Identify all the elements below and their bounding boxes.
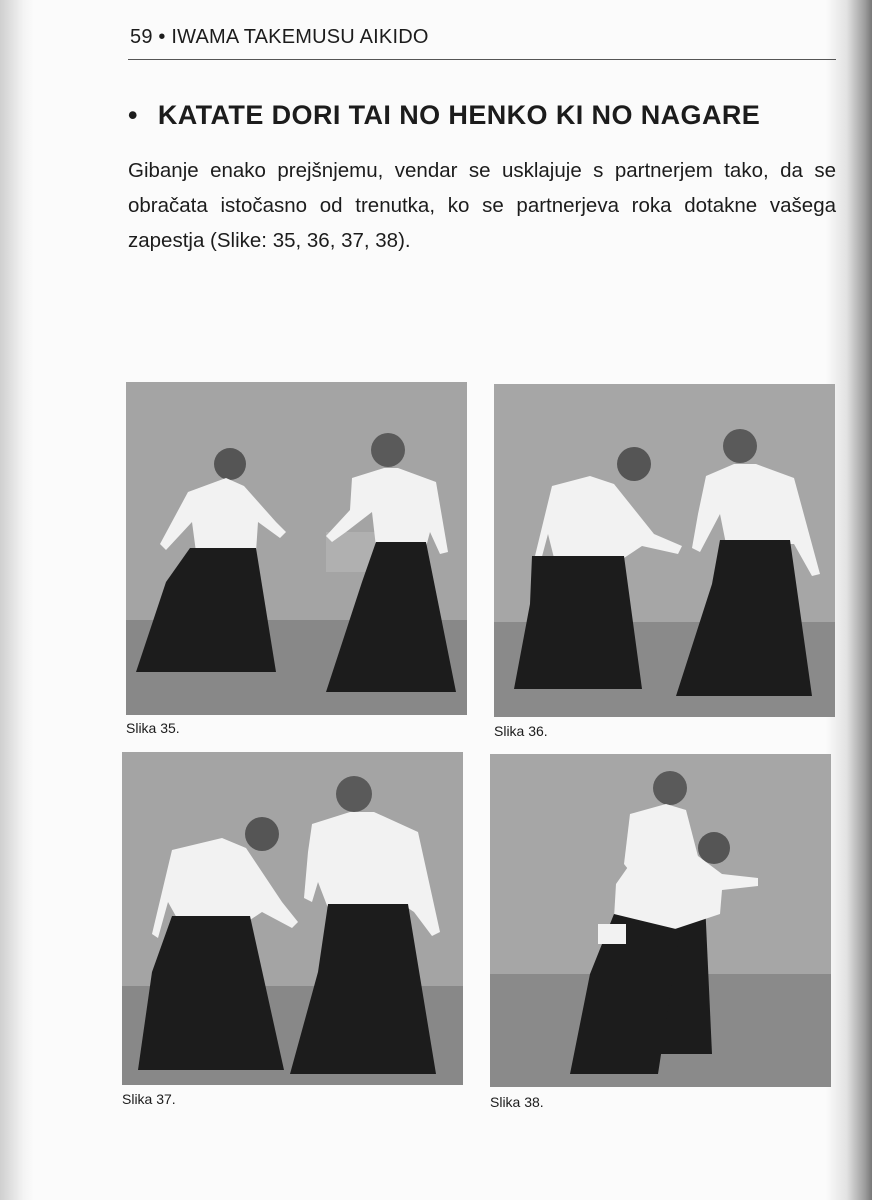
section-description: Gibanje enako prejšnjemu, vendar se usklajuje s partnerjem tako, da se obračata istočasno od trenutka, ko se partnerjeva roka dotakne vašega zapestja (Slike: 35, 36, 37, 38). <box>128 159 836 252</box>
photo-slika-36 <box>494 384 835 717</box>
caption-slika-37: Slika 37. <box>122 1091 176 1107</box>
page-gutter-shadow <box>0 0 34 1200</box>
photo-slika-35 <box>126 382 467 715</box>
caption-slika-35: Slika 35. <box>126 720 180 736</box>
book-title: IWAMA TAKEMUSU AIKIDO <box>171 26 429 48</box>
running-header <box>130 26 429 49</box>
photo-slika-38 <box>490 754 831 1087</box>
header-separator: • <box>158 26 166 48</box>
photo-slika-37 <box>122 752 463 1085</box>
caption-slika-36: Slika 36. <box>494 723 548 739</box>
section-heading <box>128 100 760 131</box>
section-title: KATATE DORI TAI NO HENKO KI NO NAGARE <box>157 100 761 130</box>
caption-slika-38: Slika 38. <box>490 1094 544 1110</box>
header-rule <box>128 59 836 60</box>
page-number: 59 <box>130 26 153 48</box>
section-bullet: • <box>128 100 138 130</box>
